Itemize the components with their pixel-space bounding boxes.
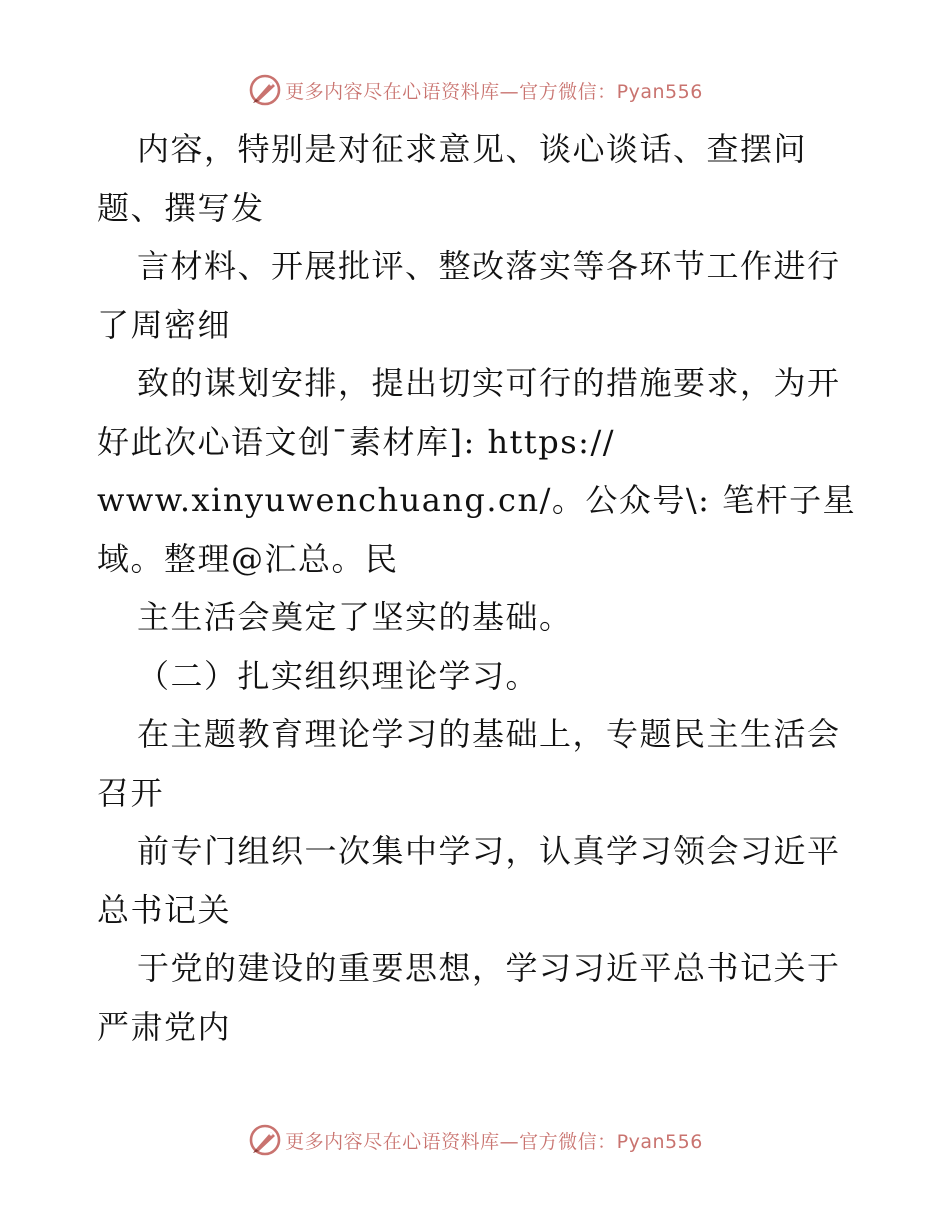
- pen-nib-logo-icon: [247, 72, 283, 108]
- header-banner: [0, 70, 950, 110]
- text-line: 在主题教育理论学习的基础上，专题民主生活会: [137, 715, 841, 753]
- footer-banner-text: 更多内容尽在心语资料库—官方微信：Pyan556: [285, 1130, 703, 1153]
- text-line: 了周密细: [97, 305, 232, 344]
- text-line: 总书记关: [97, 890, 232, 929]
- text-line: 致的谋划安排，提出切实可行的措施要求，为开: [137, 364, 841, 402]
- text-line: 严肃党内: [97, 1007, 232, 1046]
- body-text: [97, 120, 857, 1056]
- pen-nib-logo-icon: [247, 1122, 283, 1158]
- text-line: 于党的建设的重要思想，学习习近平总书记关于: [137, 949, 841, 987]
- text-line: 主生活会奠定了坚实的基础。: [137, 598, 573, 636]
- text-line: 题、撰写发: [97, 188, 265, 227]
- text-line: 好此次心语文创¯素材库]: https://: [97, 422, 616, 461]
- text-line: www.xinyuwenchuang.cn/。公众号\: 笔杆子星: [97, 481, 857, 519]
- text-line: 前专门组织一次集中学习，认真学习领会习近平: [137, 832, 841, 870]
- text-line: 言材料、开展批评、整改落实等各环节工作进行: [137, 247, 841, 285]
- footer-banner: [0, 1120, 950, 1160]
- header-banner-text: 更多内容尽在心语资料库—官方微信：Pyan556: [285, 80, 703, 103]
- section-heading: （二）扎实组织理论学习。: [137, 656, 540, 695]
- text-line: 域。整理@汇总。民: [97, 539, 399, 578]
- text-line: 召开: [97, 773, 165, 812]
- text-line: 内容，特别是对征求意见、谈心谈话、查摆问: [137, 130, 808, 168]
